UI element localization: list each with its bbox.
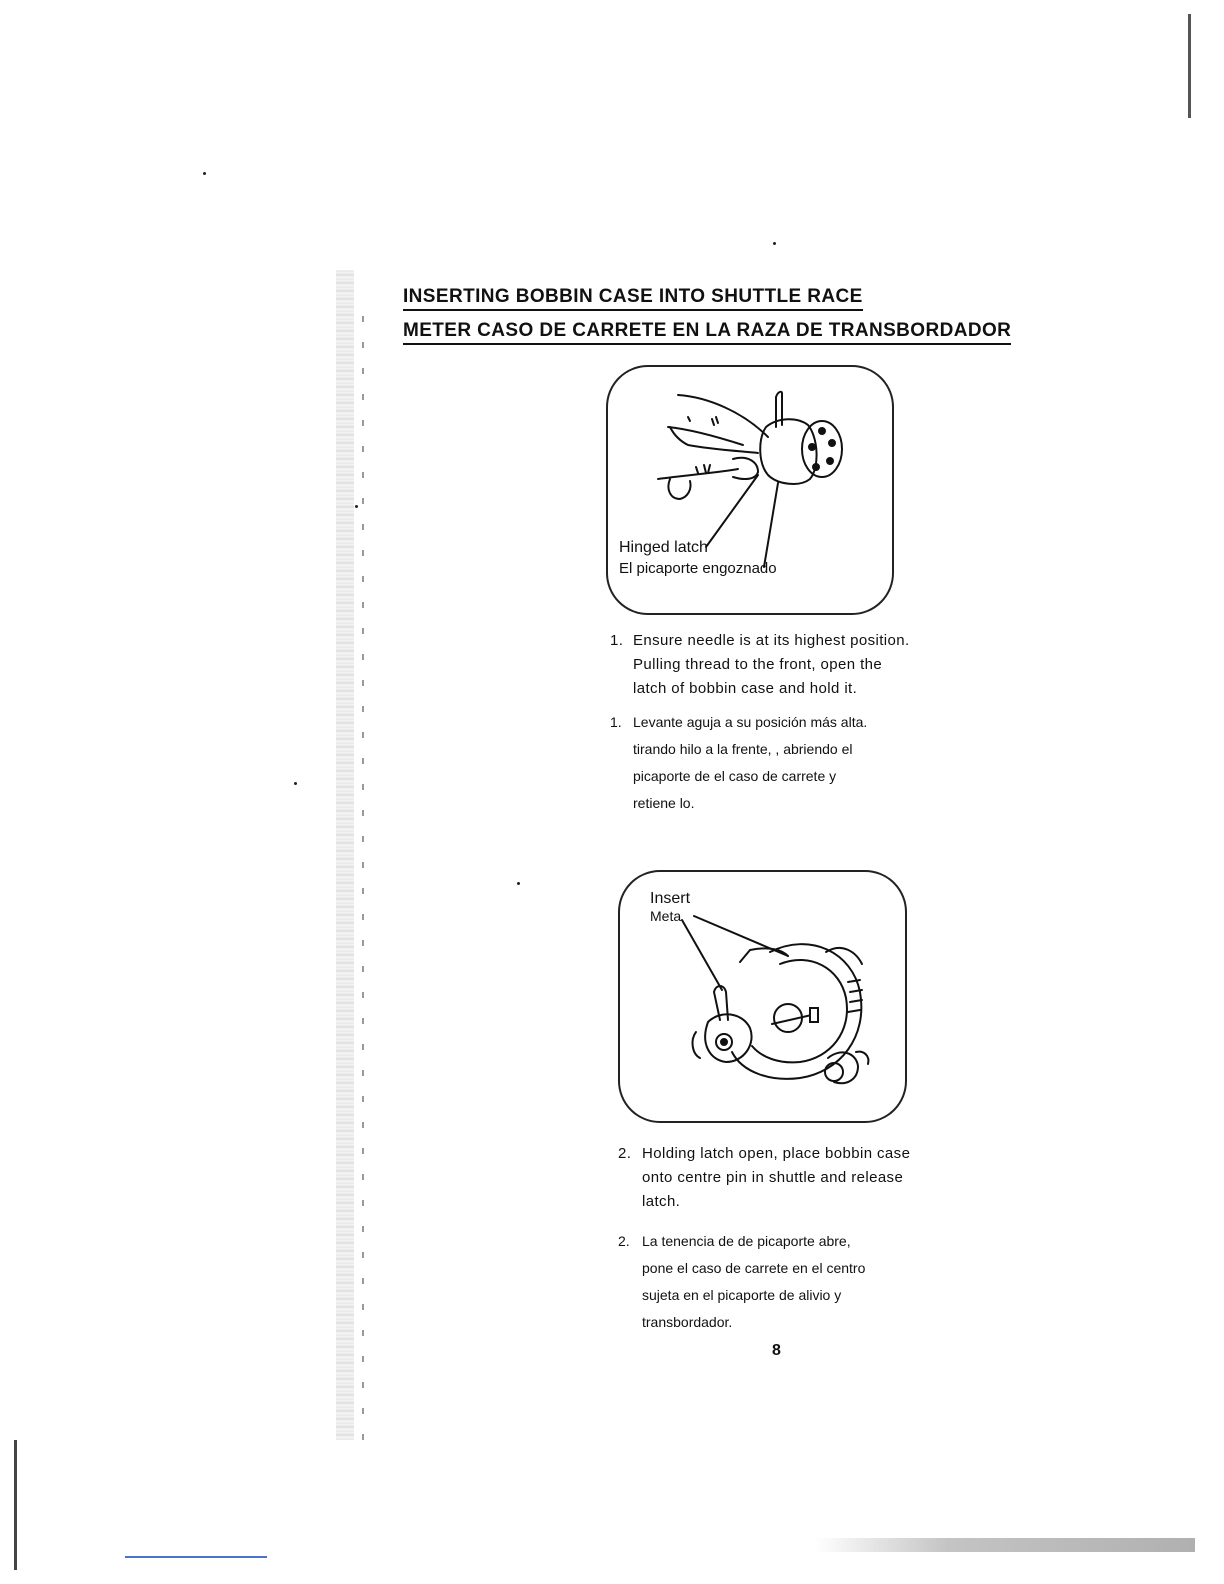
scan-edge-mark-left: [14, 1440, 17, 1570]
figure-hinged-latch: [606, 365, 894, 615]
step-text: La tenencia de de picaporte abre, pone el caso de carrete en el centro sujeta en el picaporte de alivio y transbordador.: [642, 1233, 866, 1330]
step-text: Ensure needle is at its highest position. Pulling thread to the front, open the latch of bobbin case and hold it.: [633, 632, 910, 697]
scan-speck: [517, 882, 520, 885]
page-number: 8: [772, 1342, 781, 1359]
insert-label: Insert: [650, 890, 691, 907]
scan-speck: [355, 505, 358, 508]
scan-speck: [203, 172, 206, 175]
scan-edge-mark-right: [1188, 14, 1191, 118]
scan-binding-marks: [362, 300, 364, 1440]
scan-blue-line: [125, 1556, 267, 1558]
step-number: 1.: [610, 632, 624, 649]
step-2-english: [618, 1142, 958, 1222]
section-title-english: INSERTING BOBBIN CASE INTO SHUTTLE RACE: [403, 286, 863, 311]
scan-bottom-shadow: [815, 1538, 1195, 1552]
step-text: Holding latch open, place bobbin case onto centre pin in shuttle and release latch.: [642, 1145, 911, 1210]
scan-edge-shadow: [336, 270, 354, 1440]
step-1-english: [610, 629, 950, 709]
scan-speck: [773, 242, 776, 245]
scan-speck: [294, 782, 297, 785]
step-1-spanish: [610, 709, 930, 819]
figure-insert-bobbin-case: [618, 870, 907, 1123]
insert-label-spanish: Meta: [650, 908, 682, 924]
step-number: 2.: [618, 1145, 632, 1162]
step-number: 1.: [610, 714, 622, 730]
step-2-spanish: [618, 1228, 938, 1338]
hinged-latch-label: Hinged latch: [619, 539, 708, 556]
step-number: 2.: [618, 1233, 630, 1249]
hinged-latch-label-spanish: El picaporte engoznado: [619, 560, 777, 577]
step-text: Levante aguja a su posición más alta. tirando hilo a la frente, , abriendo el picaporte de el caso de carrete y retiene lo.: [633, 714, 868, 811]
section-title-spanish: METER CASO DE CARRETE EN LA RAZA DE TRANSBORDADOR: [403, 320, 1011, 345]
